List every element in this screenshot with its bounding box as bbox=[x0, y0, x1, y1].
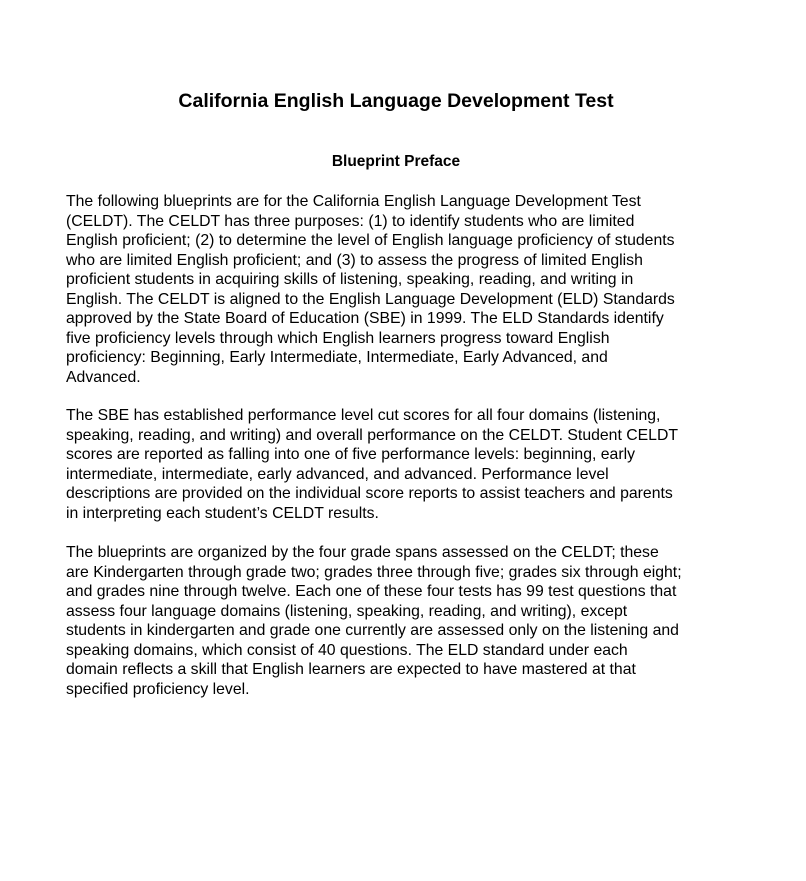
text-line: five proficiency levels through which English learners progress toward English bbox=[66, 329, 610, 347]
text-line: scores are reported as falling into one of five performance levels: beginning, early bbox=[66, 446, 636, 463]
text-line: English proficient; (2) to determine the level of English language proficiency of students bbox=[66, 232, 675, 249]
text-line: The SBE has established performance level cut scores for all four domains (listening, bbox=[66, 407, 661, 424]
text-line: assess four language domains (listening, speaking, reading, and writing), except bbox=[66, 602, 628, 620]
document-title: California English Language Development Test bbox=[178, 90, 614, 112]
text-line: intermediate, intermediate, early advanced, and advanced. Performance level bbox=[66, 465, 609, 483]
text-line: domain reflects a skill that English learners are expected to have mastered at that bbox=[66, 661, 636, 678]
document-subtitle: Blueprint Preface bbox=[331, 153, 461, 170]
text-line: students in kindergarten and grade one currently are assessed only on the listening and bbox=[66, 622, 679, 639]
paragraph-purposes bbox=[66, 192, 728, 387]
text-line: proficient students in acquiring skills of listening, speaking, reading, and writing in bbox=[66, 271, 634, 288]
text-line: specified proficiency level. bbox=[66, 680, 250, 698]
text-line: English. The CELDT is aligned to the English Language Development (ELD) Standards bbox=[66, 290, 675, 308]
text-line: are Kindergarten through grade two; grades three through five; grades six through eight; bbox=[66, 563, 682, 581]
text-line: speaking domains, which consist of 40 questions. The ELD standard under each bbox=[66, 641, 628, 659]
text-line: proficiency: Beginning, Early Intermediate, Intermediate, Early Advanced, and bbox=[66, 349, 608, 366]
text-line: approved by the State Board of Education (SBE) in 1999. The ELD Standards identify bbox=[66, 310, 664, 327]
text-line: (CELDT). The CELDT has three purposes: (1) to identify students who are limited bbox=[66, 212, 635, 230]
text-line: Advanced. bbox=[66, 368, 141, 386]
text-line: The following blueprints are for the California English Language Development Test bbox=[66, 193, 641, 210]
text-line: speaking, reading, and writing) and overall performance on the CELDT. Student CELDT bbox=[66, 426, 679, 444]
text-line: descriptions are provided on the individual score reports to assist teachers and parents bbox=[66, 485, 673, 502]
text-line: in interpreting each student’s CELDT results. bbox=[66, 504, 379, 522]
text-line: who are limited English proficient; and (3) to assess the progress of limited English bbox=[66, 251, 643, 269]
text-line: The blueprints are organized by the four grade spans assessed on the CELDT; these bbox=[66, 544, 659, 561]
paragraph-performance-levels bbox=[66, 406, 728, 523]
paragraph-grade-spans bbox=[66, 543, 728, 699]
text-line: and grades nine through twelve. Each one of these four tests has 99 test questions that bbox=[66, 583, 677, 600]
